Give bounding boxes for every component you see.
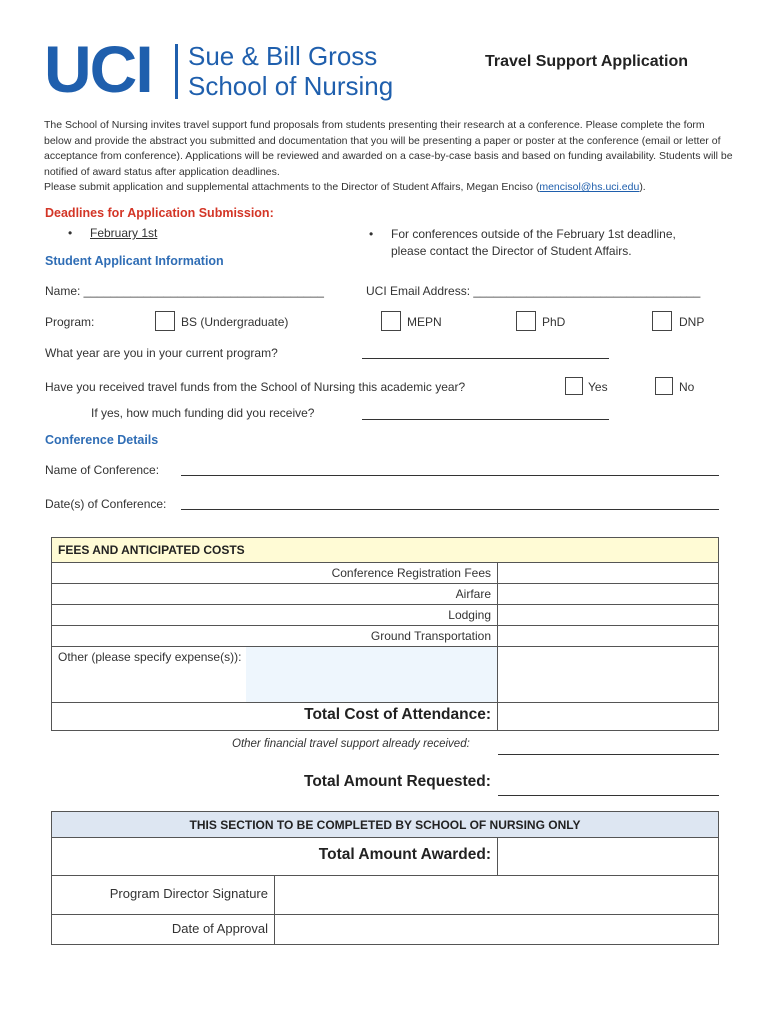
total-cost-label: Total Cost of Attendance: — [52, 703, 498, 730]
conference-heading: Conference Details — [45, 433, 159, 447]
deadline-item-other: • For conferences outside of the February 1st deadline, please contact the Director of Student Affairs. — [391, 226, 701, 260]
fee-registration-input[interactable] — [498, 563, 718, 583]
director-signature-label: Program Director Signature — [52, 876, 275, 914]
travel-funds-label: Have you received travel funds from the School of Nursing this academic year? — [45, 380, 466, 394]
fee-label: Lodging — [52, 605, 498, 625]
conference-name-field[interactable] — [181, 475, 719, 476]
uci-logo-mark: UCI — [44, 32, 152, 106]
fee-lodging-input[interactable] — [498, 605, 718, 625]
approval-row — [52, 915, 718, 944]
deadlines-heading: Deadlines for Application Submission: — [45, 206, 274, 220]
travel-funds-yes-label: Yes — [588, 380, 608, 394]
other-expense-amount[interactable] — [498, 647, 718, 702]
fee-label: Conference Registration Fees — [52, 563, 498, 583]
fees-table — [51, 537, 719, 731]
program-phd-label: PhD — [542, 315, 566, 329]
funding-amount-field[interactable] — [362, 419, 609, 420]
signature-row — [52, 876, 718, 915]
fee-label: Airfare — [52, 584, 498, 604]
fee-row-lodging — [52, 605, 718, 626]
other-expense-input[interactable] — [246, 647, 497, 702]
program-mepn-checkbox[interactable] — [381, 311, 401, 331]
fee-airfare-input[interactable] — [498, 584, 718, 604]
total-requested-label: Total Amount Requested: — [304, 773, 491, 790]
fee-row-other — [52, 647, 718, 703]
program-year-label: What year are you in your current program? — [45, 346, 278, 360]
total-awarded-label: Total Amount Awarded: — [52, 838, 498, 875]
program-bs-label: BS (Undergraduate) — [181, 315, 289, 329]
travel-funds-yes-checkbox[interactable] — [565, 377, 583, 395]
fee-row-airfare — [52, 584, 718, 605]
funding-amount-label: If yes, how much funding did you receive? — [91, 406, 315, 420]
name-field[interactable]: Name: ____________________________________ — [45, 284, 324, 298]
intro-paragraph — [44, 118, 734, 196]
intro-text: The School of Nursing invites travel support fund proposals from students presenting their research at a conference. Please complete the form below and provide the abstract you submitted and documentation that you will be presenting a paper or poster at the conference (email or letter of acceptance from conference). Applications will be reviewed and awarded on a case-by-case basis and based on funding availability. Students will be notified of award status after application deadlines. — [44, 119, 733, 178]
other-expense-label: Other (please specify expense(s)): — [58, 650, 242, 664]
fee-row-registration — [52, 563, 718, 584]
fee-row-ground — [52, 626, 718, 647]
total-cost-row — [52, 703, 718, 730]
fee-ground-input[interactable] — [498, 626, 718, 646]
travel-funds-no-checkbox[interactable] — [655, 377, 673, 395]
program-mepn-label: MEPN — [407, 315, 442, 329]
document-title: Travel Support Application — [485, 53, 688, 70]
program-label: Program: — [45, 315, 95, 329]
approval-date-label: Date of Approval — [52, 915, 275, 944]
deadline-item-feb — [90, 226, 157, 240]
program-phd-checkbox[interactable] — [516, 311, 536, 331]
program-year-field[interactable] — [362, 358, 609, 359]
logo-divider — [175, 44, 178, 99]
nursing-section-table — [51, 811, 719, 945]
conference-dates-field[interactable] — [181, 509, 719, 510]
submit-text: Please submit application and supplemental attachments to the Director of Student Affairs, Megan Enciso ( — [44, 181, 540, 193]
fees-heading: FEES AND ANTICIPATED COSTS — [52, 538, 718, 563]
deadline-item-feb-text: February 1st — [90, 226, 158, 240]
total-requested-field[interactable] — [498, 795, 719, 796]
travel-funds-no-label: No — [679, 380, 695, 394]
approval-date-input[interactable] — [275, 915, 718, 944]
director-signature-input[interactable] — [275, 876, 718, 914]
logo-line-1: Sue & Bill Gross — [188, 41, 378, 71]
logo-line-2: School of Nursing — [188, 71, 394, 101]
other-support-field[interactable] — [498, 754, 719, 755]
other-support-label: Other financial travel support already received: — [232, 738, 470, 750]
program-dnp-label: DNP — [679, 315, 705, 329]
nursing-section-heading: THIS SECTION TO BE COMPLETED BY SCHOOL OF NURSING ONLY — [52, 812, 718, 838]
director-email-link[interactable]: mencisol@hs.uci.edu — [539, 181, 640, 193]
total-awarded-input[interactable] — [498, 838, 718, 875]
conference-name-label: Name of Conference: — [45, 463, 160, 477]
conference-dates-label: Date(s) of Conference: — [45, 497, 167, 511]
student-info-heading: Student Applicant Information — [45, 254, 224, 268]
submit-end: ). — [639, 181, 646, 193]
fee-label: Ground Transportation — [52, 626, 498, 646]
program-dnp-checkbox[interactable] — [652, 311, 672, 331]
total-cost-input[interactable] — [498, 703, 718, 730]
award-row — [52, 838, 718, 876]
uci-email-field[interactable]: UCI Email Address: __________________________________ — [366, 284, 701, 298]
program-bs-checkbox[interactable] — [155, 311, 175, 331]
